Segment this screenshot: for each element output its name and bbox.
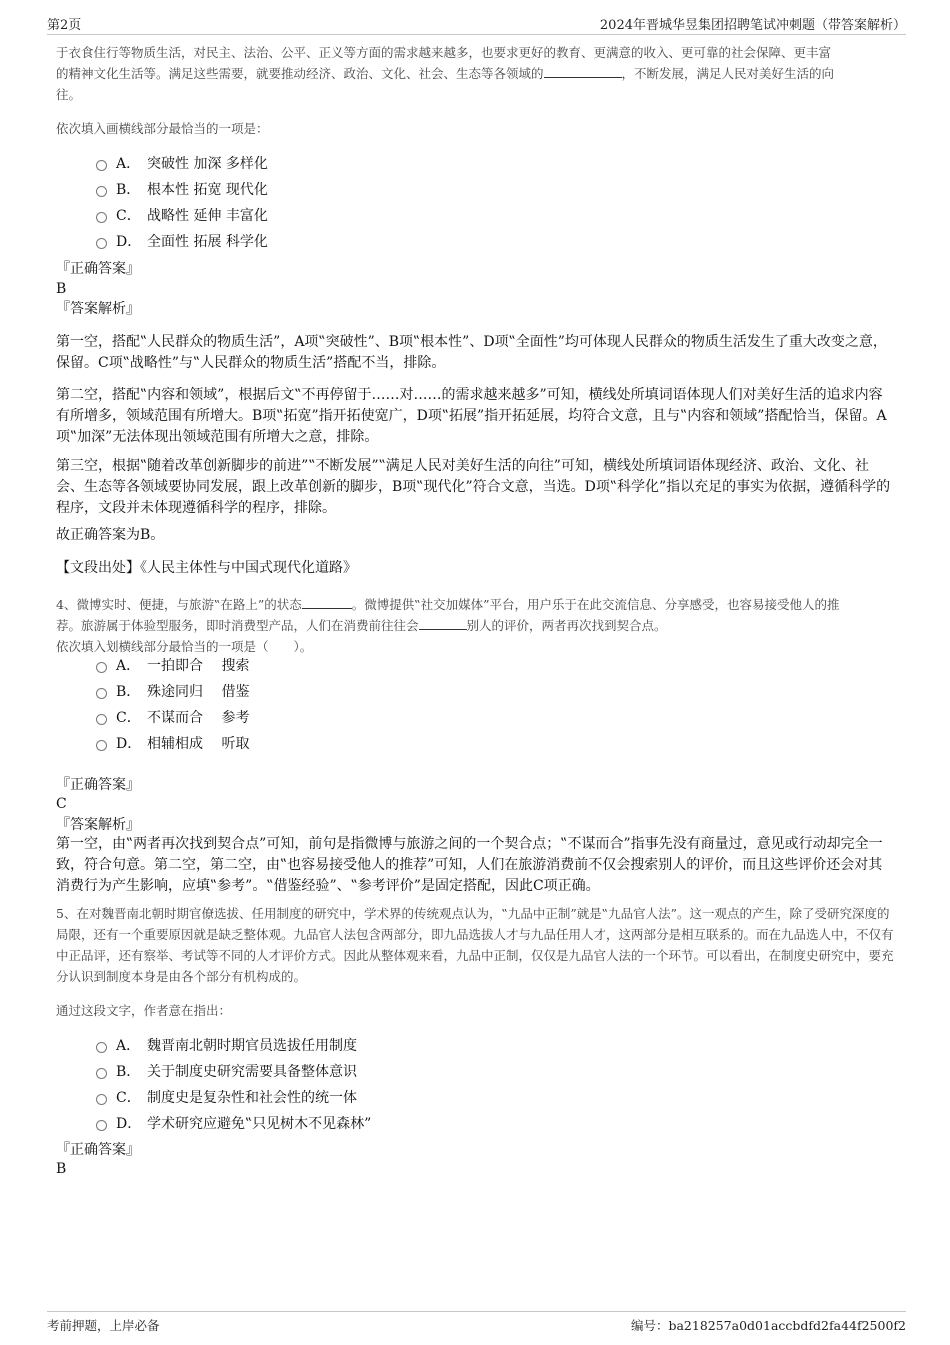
q5-stem: 5、在对魏晋南北朝时期官僚选拔、任用制度的研究中，学术界的传统观点认为，‟九品中正制”就是‟九品官人法”。这一观点的产生，除了受研究深度的局限，还有一个重要原因就是缺乏整体观。九品官人法包含两部分，即九品选拔人才与九品任用人才，这两部分是相互联系的。而在九品选人中，不仅有中正品评，还有察举、考试等不同的人才评价方式。因此从整体观来看，九品中正制，仅仅是九品官人法的一个环节。可以看出，在制度史研究中，要充分认识到制度本身是由各个部分有机构成的。	[56, 906, 894, 984]
page-footer	[47, 1311, 906, 1336]
radio-icon[interactable]	[96, 1094, 107, 1105]
q3-source: 【文段出处】《人民主体性与中国式现代化道路》	[56, 560, 357, 576]
q3-stem-line2: 的精神文化生活等。满足这些需要，就要推动经济、政治、文化、社会、生态等各领域的 ，不断发展，满足人民对美好生活的向	[56, 63, 896, 84]
q3-option-b[interactable]: B． 根本性 拓宽 现代化	[96, 176, 268, 202]
q5-answer: B	[56, 1161, 67, 1177]
radio-icon[interactable]	[96, 160, 107, 171]
q3-stem	[56, 42, 896, 105]
document-title: 2024年晋城华昱集团招聘笔试冲刺题（带答案解析）	[599, 18, 906, 33]
q4-option-c[interactable]: C． 不谋而合 参考	[96, 704, 249, 730]
q3-blank	[544, 63, 622, 78]
q3-answer: B	[56, 281, 67, 297]
q3-stem-line3: 往。	[56, 87, 82, 102]
q4-answer-label: 『正确答案』	[56, 777, 140, 793]
radio-icon[interactable]	[96, 1120, 107, 1131]
q4-options	[96, 652, 249, 756]
q4-analysis-label: 『答案解析』	[56, 817, 140, 833]
q3-analysis-p1: 第一空，搭配‟人民群众的物质生活”，A项‟突破性”、B项‟根本性”、D项‟全面性”均可体现人民群众的物质生活发生了重大改变之意，保留。C项‟战略性”与‟人民群众的物质生活”搭配不当，排除。	[56, 334, 887, 371]
radio-icon[interactable]	[96, 688, 107, 699]
page-header	[47, 12, 906, 35]
q3-analysis-conclusion: 故正确答案为B。	[56, 527, 165, 543]
q4-option-b[interactable]: B． 殊途同归 借鉴	[96, 678, 249, 704]
q5-option-d[interactable]: D． 学术研究应避免‟只见树木不见森林”	[96, 1110, 371, 1136]
radio-icon[interactable]	[96, 1042, 107, 1053]
radio-icon[interactable]	[96, 714, 107, 725]
q3-analysis-p3: 第三空，根据‟随着改革创新脚步的前进”‟不断发展”‟满足人民对美好生活的向往”可知，横线处所填词语体现经济、政治、文化、社会、生态等各领域要协同发展，跟上改革创新的脚步，B项‟现代化”符合文意，当选。D项‟科学化”指以充足的事实为依据，遵循科学的程序，文段并未体现遵循科学的程序，排除。	[56, 458, 891, 516]
q5-options	[96, 1032, 371, 1136]
q5-option-b[interactable]: B． 关于制度史研究需要具备整体意识	[96, 1058, 371, 1084]
q5-option-c[interactable]: C． 制度史是复杂性和社会性的统一体	[96, 1084, 371, 1110]
q3-prompt: 依次填入画横线部分最恰当的一项是：	[56, 121, 269, 136]
q5-answer-label: 『正确答案』	[56, 1142, 140, 1158]
radio-icon[interactable]	[96, 186, 107, 197]
q3-option-a[interactable]: A． 突破性 加深 多样化	[96, 150, 268, 176]
footer-slogan: 考前押题，上岸必备	[47, 1318, 160, 1333]
q4-blank-2	[419, 615, 467, 630]
radio-icon[interactable]	[96, 740, 107, 751]
q4-stem-line1: 4、微博实时、便捷，与旅游‟在路上”的状态 。微博提供‟社交加媒体”平台，用户乐于在此交流信息、分享感受，也容易接受他人的推	[56, 594, 896, 615]
q3-answer-label: 『正确答案』	[56, 261, 140, 277]
radio-icon[interactable]	[96, 238, 107, 249]
radio-icon[interactable]	[96, 212, 107, 223]
q5-prompt: 通过这段文字，作者意在指出：	[56, 1003, 232, 1018]
q3-option-c[interactable]: C． 战略性 延伸 丰富化	[96, 202, 268, 228]
q3-stem-line1: 于衣食住行等物质生活，对民主、法治、公平、正义等方面的需求越来越多，也要求更好的教育、更满意的收入、更可靠的社会保障、更丰富	[56, 45, 832, 60]
q4-prompt: 依次填入划横线部分最恰当的一项是（ ）。	[56, 639, 313, 654]
q3-option-d[interactable]: D． 全面性 拓展 科学化	[96, 228, 268, 254]
q5-option-a[interactable]: A． 魏晋南北朝时期官员选拔任用制度	[96, 1032, 371, 1058]
q4-blank-1	[302, 594, 352, 609]
q4-option-d[interactable]: D． 相辅相成 听取	[96, 730, 249, 756]
q4-stem-line2: 荐。旅游属于体验型服务，即时消费型产品，人们在消费前往往会 别人的评价，两者再次找到契合点。	[56, 615, 896, 636]
q4-answer: C	[56, 796, 67, 812]
page-number: 第2页	[47, 18, 82, 33]
q3-analysis-label: 『答案解析』	[56, 301, 140, 317]
document-id: 编号：ba218257a0d01accbdfd2fa44f2500f2	[630, 1318, 906, 1333]
radio-icon[interactable]	[96, 1068, 107, 1079]
q4-option-a[interactable]: A． 一拍即合 搜索	[96, 652, 249, 678]
q4-stem	[56, 594, 896, 657]
q3-options	[96, 150, 268, 254]
q3-analysis-p2: 第二空，搭配‟内容和领域”，根据后文‟不再停留于……对……的需求越来越多”可知，横线处所填词语体现人们对美好生活的追求内容有所增多，领域范围有所增大。B项‟拓宽”指开拓使宽广，D项‟拓展”指开拓延展，均符合文意，且与‟内容和领域”搭配恰当，保留。A项‟加深”无法体现出领域范围有所增大之意，排除。	[56, 387, 887, 445]
q4-analysis: 第一空，由‟两者再次找到契合点”可知，前句是指微博与旅游之间的一个契合点；‟不谋而合”指事先没有商量过，意见或行动却完全一致，符合句意。第二空，第二空，由‟也容易接受他人的推荐”可知，人们在旅游消费前不仅会搜索别人的评价，而且这些评价还会对其消费行为产生影响，应填‟参考”。‟借鉴经验”、‟参考评价”是固定搭配，因此C项正确。	[56, 836, 883, 894]
radio-icon[interactable]	[96, 662, 107, 673]
